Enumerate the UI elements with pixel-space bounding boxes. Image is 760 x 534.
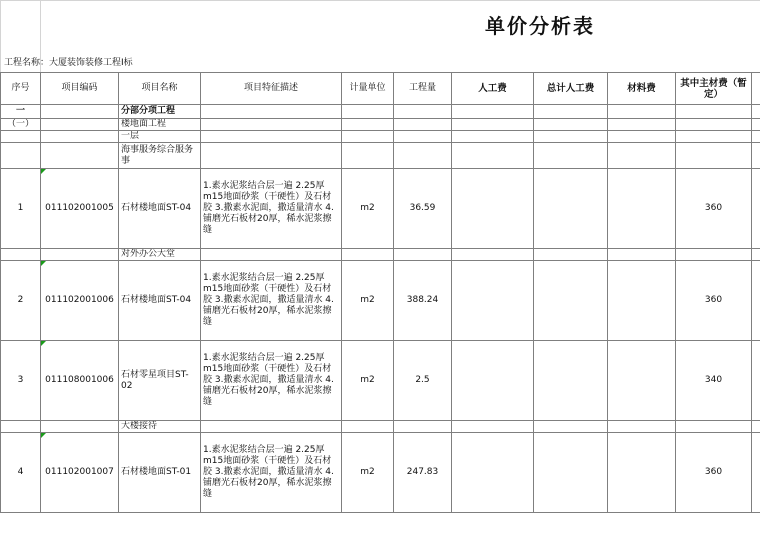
- row-item-name[interactable]: 分部分项工程: [119, 105, 201, 119]
- table-row-section: [1, 105, 760, 119]
- row-labor-cost[interactable]: [452, 169, 534, 249]
- cell-comment-indicator: [41, 433, 46, 438]
- row-main-material-cost[interactable]: 360: [676, 169, 752, 249]
- header-seq[interactable]: 序号: [1, 73, 41, 105]
- row-code[interactable]: 011108001006: [41, 341, 119, 421]
- header-item-name[interactable]: 项目名称: [119, 73, 201, 105]
- cell-comment-indicator: [41, 261, 46, 266]
- row-material-cost[interactable]: [608, 261, 676, 341]
- row-empty-cell[interactable]: [201, 131, 342, 143]
- row-code[interactable]: 011102001006: [41, 261, 119, 341]
- row-code[interactable]: 011102001005: [41, 169, 119, 249]
- table-row-group: [1, 421, 760, 433]
- row-seq[interactable]: 2: [1, 261, 41, 341]
- row-labor-cost[interactable]: [452, 261, 534, 341]
- table-row-group: [1, 143, 760, 169]
- header-unit[interactable]: 计量单位: [342, 73, 394, 105]
- row-total-labor-cost[interactable]: [534, 433, 608, 513]
- row-seq[interactable]: 3: [1, 341, 41, 421]
- row-empty-cell[interactable]: [342, 131, 394, 143]
- row-empty-cell[interactable]: [608, 119, 676, 131]
- row-seq[interactable]: 一: [1, 105, 41, 119]
- row-empty-cell[interactable]: [201, 421, 342, 433]
- row-item-name[interactable]: 对外办公大堂: [119, 249, 201, 261]
- row-seq[interactable]: [1, 131, 41, 143]
- row-empty-cell[interactable]: [394, 421, 452, 433]
- row-description[interactable]: 1.素水泥浆结合层一遍 2.25厚m15地面砂浆（干硬性）及石材胶 3.撒素水泥面，撒适量清水 4.铺磨光石板材20厚，稀水泥浆擦缝: [201, 261, 342, 341]
- row-empty-cell[interactable]: [201, 143, 342, 169]
- row-empty-cell[interactable]: [394, 105, 452, 119]
- row-empty-cell[interactable]: [342, 421, 394, 433]
- row-main-material-cost[interactable]: 360: [676, 433, 752, 513]
- row-seq[interactable]: [1, 421, 41, 433]
- row-empty-cell[interactable]: [676, 143, 752, 169]
- row-empty-cell[interactable]: [534, 131, 608, 143]
- row-empty-cell[interactable]: [676, 421, 752, 433]
- table-body: [1, 1, 760, 513]
- row-extra[interactable]: [752, 261, 760, 341]
- row-unit[interactable]: m2: [342, 341, 394, 421]
- header-quantity[interactable]: 工程量: [394, 73, 452, 105]
- row-empty-cell[interactable]: [608, 421, 676, 433]
- row-empty-cell[interactable]: [201, 105, 342, 119]
- table-row-group: [1, 249, 760, 261]
- row-seq[interactable]: [1, 249, 41, 261]
- row-main-material-cost[interactable]: 360: [676, 261, 752, 341]
- header-row: [1, 73, 760, 105]
- row-empty-cell[interactable]: [534, 143, 608, 169]
- row-unit[interactable]: m2: [342, 433, 394, 513]
- row-item-name[interactable]: 石材零星项目ST-02: [119, 341, 201, 421]
- row-unit[interactable]: m2: [342, 169, 394, 249]
- row-empty-cell[interactable]: [534, 249, 608, 261]
- header-labor-cost[interactable]: 人工费: [452, 73, 534, 105]
- row-empty-cell[interactable]: [394, 249, 452, 261]
- row-description[interactable]: 1.素水泥浆结合层一遍 2.25厚m15地面砂浆（干硬性）及石材胶 3.撒素水泥面，撒适量清水 4.铺磨光石板材20厚，稀水泥浆擦缝: [201, 169, 342, 249]
- row-item-name[interactable]: 石材楼地面ST-04: [119, 169, 201, 249]
- row-empty-cell[interactable]: [452, 143, 534, 169]
- row-empty-cell[interactable]: [201, 249, 342, 261]
- row-empty-cell[interactable]: [676, 105, 752, 119]
- row-quantity[interactable]: 36.59: [394, 169, 452, 249]
- row-quantity[interactable]: 2.5: [394, 341, 452, 421]
- table-row-group: [1, 131, 760, 143]
- row-empty-cell[interactable]: [452, 249, 534, 261]
- row-empty-cell[interactable]: [534, 421, 608, 433]
- row-empty-cell[interactable]: [452, 421, 534, 433]
- row-empty-cell[interactable]: [676, 119, 752, 131]
- row-empty-cell[interactable]: [342, 249, 394, 261]
- row-total-labor-cost[interactable]: [534, 261, 608, 341]
- table-row-item: [1, 433, 760, 513]
- table-row-item: [1, 341, 760, 421]
- cell-comment-indicator: [41, 341, 46, 346]
- row-empty-cell[interactable]: [752, 249, 760, 261]
- header-code[interactable]: 项目编码: [41, 73, 119, 105]
- row-empty-cell[interactable]: [752, 143, 760, 169]
- row-empty-cell[interactable]: [752, 131, 760, 143]
- row-empty-cell[interactable]: [608, 143, 676, 169]
- row-item-name[interactable]: 海事服务综合服务事: [119, 143, 201, 169]
- row-empty-cell[interactable]: [452, 119, 534, 131]
- row-seq[interactable]: [1, 143, 41, 169]
- row-quantity[interactable]: 247.83: [394, 433, 452, 513]
- row-unit[interactable]: m2: [342, 261, 394, 341]
- header-main-material-cost[interactable]: 其中主材费（暂定）: [676, 73, 752, 105]
- row-main-material-cost[interactable]: 340: [676, 341, 752, 421]
- header-description[interactable]: 项目特征描述: [201, 73, 342, 105]
- row-total-labor-cost[interactable]: [534, 341, 608, 421]
- row-description[interactable]: 1.素水泥浆结合层一遍 2.25厚m15地面砂浆（干硬性）及石材胶 3.撒素水泥面，撒适量清水 4.铺磨光石板材20厚，稀水泥浆擦缝: [201, 341, 342, 421]
- row-empty-cell[interactable]: [394, 131, 452, 143]
- row-seq[interactable]: 4: [1, 433, 41, 513]
- header-total-labor-cost[interactable]: 总计人工费: [534, 73, 608, 105]
- row-total-labor-cost[interactable]: [534, 169, 608, 249]
- row-empty-cell[interactable]: [342, 143, 394, 169]
- row-empty-cell[interactable]: [608, 105, 676, 119]
- row-empty-cell[interactable]: [201, 119, 342, 131]
- row-code[interactable]: [41, 143, 119, 169]
- row-quantity[interactable]: 388.24: [394, 261, 452, 341]
- row-empty-cell[interactable]: [452, 131, 534, 143]
- row-empty-cell[interactable]: [752, 119, 760, 131]
- row-empty-cell[interactable]: [676, 249, 752, 261]
- project-name: 工程名称：大厦装饰装修工程Ⅰ标: [4, 58, 133, 68]
- row-description[interactable]: 1.素水泥浆结合层一遍 2.25厚m15地面砂浆（干硬性）及石材胶 3.撒素水泥面，撒适量清水 4.铺磨光石板材20厚，稀水泥浆擦缝: [201, 433, 342, 513]
- row-empty-cell[interactable]: [394, 119, 452, 131]
- row-empty-cell[interactable]: [342, 119, 394, 131]
- row-code[interactable]: [41, 119, 119, 131]
- row-empty-cell[interactable]: [342, 105, 394, 119]
- row-item-name[interactable]: 大楼接待: [119, 421, 201, 433]
- cell-comment-indicator: [41, 169, 46, 174]
- row-code[interactable]: 011102001007: [41, 433, 119, 513]
- row-empty-cell[interactable]: [608, 249, 676, 261]
- table-row-group: [1, 119, 760, 131]
- row-material-cost[interactable]: [608, 169, 676, 249]
- row-empty-cell[interactable]: [394, 143, 452, 169]
- row-empty-cell[interactable]: [534, 105, 608, 119]
- row-material-cost[interactable]: [608, 433, 676, 513]
- row-item-name[interactable]: 石材楼地面ST-01: [119, 433, 201, 513]
- row-labor-cost[interactable]: [452, 433, 534, 513]
- row-item-name[interactable]: 一层: [119, 131, 201, 143]
- page-title: 单价分析表: [485, 14, 595, 38]
- row-extra[interactable]: [752, 433, 760, 513]
- row-empty-cell[interactable]: [752, 105, 760, 119]
- row-extra[interactable]: [752, 341, 760, 421]
- row-item-name[interactable]: 石材楼地面ST-04: [119, 261, 201, 341]
- row-empty-cell[interactable]: [676, 131, 752, 143]
- row-empty-cell[interactable]: [608, 131, 676, 143]
- row-code[interactable]: [41, 105, 119, 119]
- row-extra[interactable]: [752, 169, 760, 249]
- table-row-item: [1, 261, 760, 341]
- row-labor-cost[interactable]: [452, 341, 534, 421]
- row-item-name[interactable]: 楼地面工程: [119, 119, 201, 131]
- row-code[interactable]: [41, 421, 119, 433]
- row-empty-cell[interactable]: [534, 119, 608, 131]
- table-row-item: [1, 169, 760, 249]
- row-seq[interactable]: （一）: [1, 119, 41, 131]
- row-empty-cell[interactable]: [452, 105, 534, 119]
- header-material-cost[interactable]: 材料费: [608, 73, 676, 105]
- row-material-cost[interactable]: [608, 341, 676, 421]
- row-code[interactable]: [41, 249, 119, 261]
- row-seq[interactable]: 1: [1, 169, 41, 249]
- row-code[interactable]: [41, 131, 119, 143]
- row-empty-cell[interactable]: [752, 421, 760, 433]
